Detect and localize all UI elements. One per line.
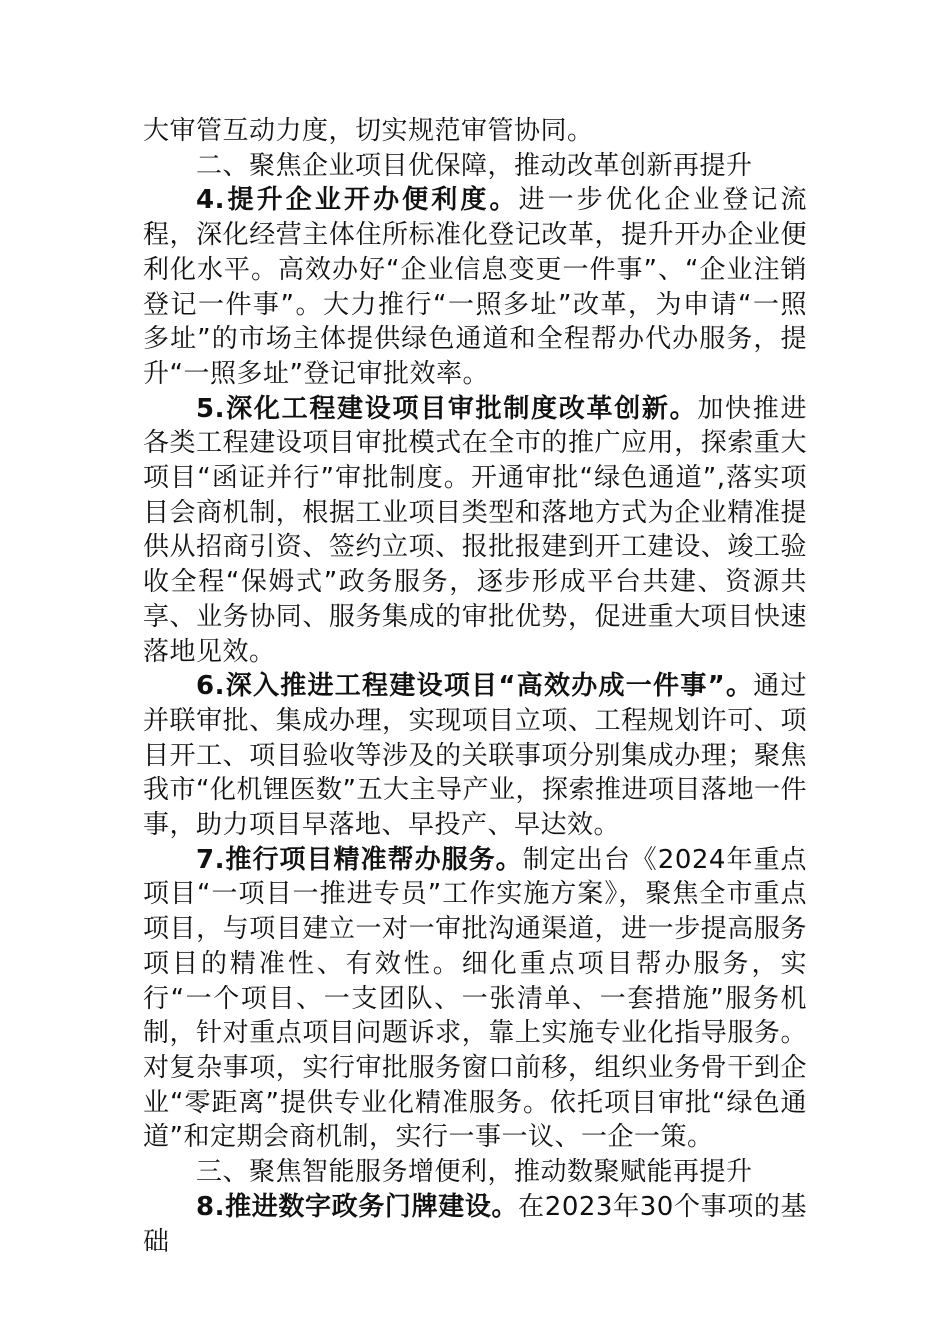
paragraph-item-4: [143, 183, 807, 391]
item-4-body: 进一步优化企业登记流程，深化经营主体住所标准化登记改革，提升开办企业便利化水平。高效办好“企业信息变更一件事”、“企业注销登记一件事”。大力推行“一照多址”改革，为申请“一照多址”的市场主体提供绿色通道和全程帮办代办服务，提升“一照多址”登记审批效率。: [143, 185, 807, 389]
item-5-body: 加快推进各类工程建设项目审批模式在全市的推广应用，探索重大项目“函证并行”审批制度。开通审批“绿色通道”,落实项目会商机制，根据工业项目类型和落地方式为企业精准提供从招商引资、签约立项、报批报建到开工建设、竣工验收全程“保姆式”政务服务，逐步形成平台共建、资源共享、业务协同、服务集成的审批优势，促进重大项目快速落地见效。: [143, 393, 807, 667]
item-5-heading: 5.深化工程建设项目审批制度改革创新。: [196, 393, 698, 424]
paragraph-item-8: [143, 1190, 807, 1259]
paragraph-item-7: [143, 843, 807, 1155]
item-4-heading: 4.提升企业开办便利度。: [196, 185, 519, 216]
paragraph-item-5: [143, 392, 807, 670]
item-7-heading: 7.推行项目精准帮办服务。: [196, 844, 523, 875]
section-heading-3: 三、聚焦智能服务增便利，推动数聚赋能再提升: [196, 1157, 753, 1188]
item-8-heading: 8.推进数字政务门牌建设。: [196, 1191, 519, 1222]
item-8-body: 在2023年30个事项的基础: [143, 1191, 807, 1257]
paragraph-item-6: [143, 669, 807, 843]
paragraph-continuation: 大审管互动力度，切实规范审管协同。: [143, 116, 594, 146]
item-6-heading: 6.深入推进工程建设项目“高效办成一件事”。: [196, 671, 754, 702]
section-heading-2: 二、聚焦企业项目优保障，推动改革创新再提升: [196, 150, 753, 181]
document-body: [143, 114, 807, 1259]
item-7-body: 制定出台《2024年重点项目“一项目一推进专员”工作实施方案》，聚焦全市重点项目，与项目建立一对一审批沟通渠道，进一步提高服务项目的精准性、有效性。细化重点项目帮办服务，实行“一个项目、一支团队、一张清单、一套措施”服务机制，针对重点项目问题诉求，靠上实施专业化指导服务。对复杂事项，实行审批服务窗口前移，组织业务骨干到企业“零距离”提供专业化精准服务。依托项目审批“绿色通道”和定期会商机制，实行一事一议、一企一策。: [143, 844, 807, 1153]
item-6-body: 通过并联审批、集成办理，实现项目立项、工程规划许可、项目开工、项目验收等涉及的关联事项分别集成办理；聚焦我市“化机锂医数”五大主导产业，探索推进项目落地一件事，助力项目早落地、早投产、早达效。: [143, 671, 807, 841]
